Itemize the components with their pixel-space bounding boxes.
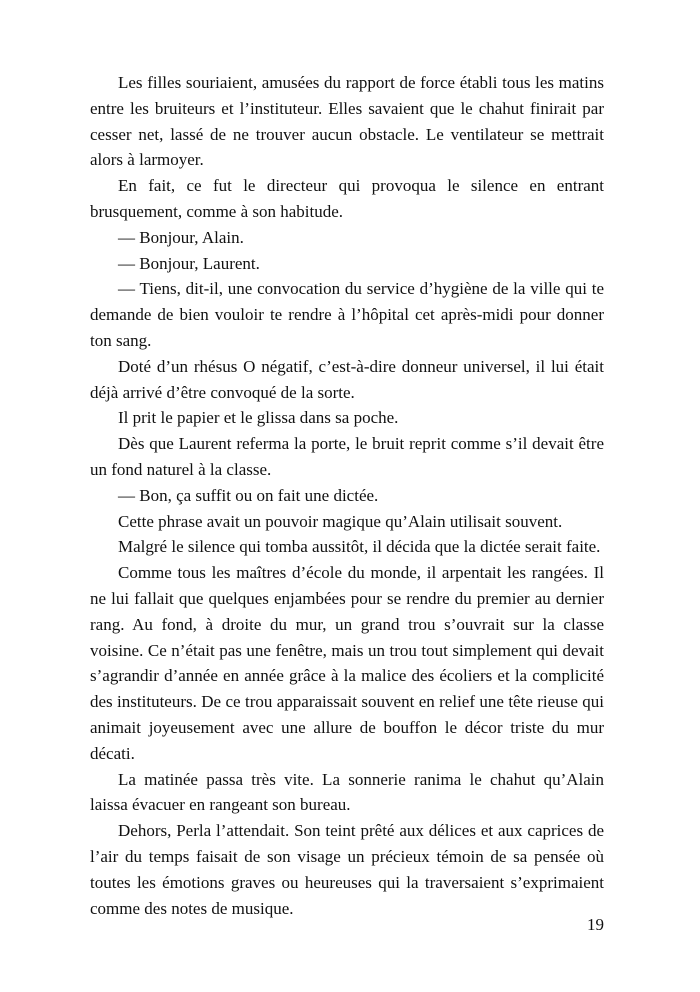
paragraph: En fait, ce fut le directeur qui provoqua le silence en entrant brusquement, comme à son habitude. bbox=[90, 176, 604, 221]
paragraph: La matinée passa très vite. La sonnerie ranima le chahut qu’Alain laissa évacuer en rangeant son bureau. bbox=[90, 769, 604, 815]
paragraph: Cette phrase avait un pouvoir magique qu’Alain utilisait souvent. bbox=[118, 511, 563, 531]
paragraph: Il prit le papier et le glissa dans sa poche. bbox=[118, 408, 399, 428]
paragraph: Comme tous les maîtres d’école du monde, il arpentait les rangées. Il ne lui fallait que quelques enjambées pour se rendre du premier au dernier rang. Au fond, à droite du mur, un grand trou s’ouvrait sur la classe voisine. Ce n’était pas une fenêtre, mais un trou tout simplement qui devait s’agrandir d’année en année grâce à la malice des écoliers et la complicité des instituteurs. De ce trou apparaissait souvent en relief une tête rieuse qui animait joyeusement avec une allure de bouffon le décor triste du mur décati. bbox=[90, 563, 604, 763]
paragraph: Dehors, Perla l’attendait. Son teint prêté aux délices et aux caprices de l’air du temps faisait de son visage un précieux témoin de sa pensée où toutes les émotions graves ou heureuses qui la traversaient s’exprimaient comme des notes de musique. bbox=[90, 821, 604, 918]
paragraph: Dès que Laurent referma la porte, le bruit reprit comme s’il devait être un fond naturel à la classe. bbox=[90, 434, 604, 479]
paragraph: Doté d’un rhésus O négatif, c’est-à-dire donneur universel, il lui était déjà arrivé d’être convoqué de la sorte. bbox=[90, 356, 604, 402]
paragraph: — Tiens, dit-il, une convocation du service d’hygiène de la ville qui te demande de bien vouloir te rendre à l’hôpital cet après-midi pour donner ton sang. bbox=[90, 279, 604, 350]
paragraph: — Bonjour, Alain. bbox=[118, 227, 244, 247]
paragraph: Malgré le silence qui tomba aussitôt, il décida que la dictée serait faite. bbox=[118, 537, 601, 557]
paragraph: — Bon, ça suffit ou on fait une dictée. bbox=[118, 485, 379, 505]
page-body bbox=[90, 70, 604, 921]
page-number: 19 bbox=[587, 915, 604, 934]
paragraph: Les filles souriaient, amusées du rapport de force établi tous les matins entre les bruiteurs et l’instituteur. Elles savaient que le chahut finirait par cesser net, lassé de ne trouver aucun obstacle. Le ventilateur se mettrait alors à larmoyer. bbox=[90, 73, 604, 170]
paragraph: — Bonjour, Laurent. bbox=[118, 253, 260, 273]
